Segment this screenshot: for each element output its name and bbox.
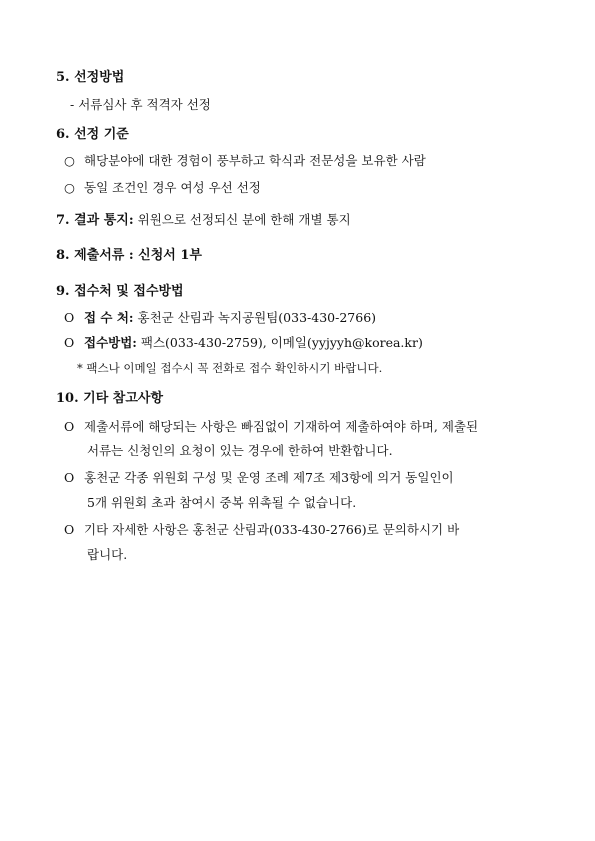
method-label: 접수방법: [84,335,137,350]
section-6-item-text: 해당분야에 대한 경험이 풍부하고 학식과 전문성을 보유한 사람 [84,153,426,168]
section-10-item-continuation: 서류는 신청인의 요청이 있는 경우에 한하여 반환합니다. [87,443,393,458]
section-5-heading: 5. 선정방법 [56,70,125,85]
section-6-item [64,180,261,196]
bullet-o-icon: O [64,419,75,434]
section-9-heading: 9. 접수처 및 접수방법 [56,284,184,299]
bullet-o-icon: O [64,470,75,485]
bullet-o-icon: O [64,522,75,537]
section-10-item [64,419,478,435]
section-9-place [64,310,376,326]
section-10-item [64,470,454,486]
section-10-item-continuation: 랍니다. [87,547,128,562]
section-10-heading: 10. 기타 참고사항 [56,391,164,406]
section-5-item: - 서류심사 후 적격자 선정 [70,97,211,112]
section-8-heading: 8. 제출서류 : 신청서 1부 [56,248,202,263]
bullet-circle-icon: ○ [64,180,75,195]
section-10-item-continuation: 5개 위원회 초과 참여시 중복 위촉될 수 없습니다. [87,495,357,510]
section-10-item [64,522,459,538]
section-10-item-text: 기타 자세한 사항은 홍천군 산림과(033-430-2766)로 문의하시기 바 [84,522,460,537]
section-6-item-text: 동일 조건인 경우 여성 우선 선정 [84,180,261,195]
section-7 [56,212,351,229]
bullet-o-icon: O [64,310,75,325]
section-10-item-text: 제출서류에 해당되는 사항은 빠짐없이 기재하여 제출하여야 하며, 제출된 [84,419,479,434]
bullet-circle-icon: ○ [64,153,75,168]
section-9-method [64,335,423,351]
section-7-text: 위원으로 선정되신 분에 한해 개별 통지 [133,212,351,227]
section-10-item-text: 홍천군 각종 위원회 구성 및 운영 조례 제7조 제3항에 의거 동일인이 [84,470,454,485]
bullet-o-icon: O [64,335,75,350]
place-label: 접 수 처: [84,310,134,325]
place-text: 홍천군 산림과 녹지공원팀(033-430-2766) [133,310,377,325]
method-text: 팩스(033-430-2759), 이메일(yyjyyh@korea.kr) [136,335,423,350]
section-7-heading: 7. 결과 통지: [56,213,134,228]
section-9-note: * 팩스나 이메일 접수시 꼭 전화로 접수 확인하시기 바랍니다. [77,361,383,375]
section-6-heading: 6. 선정 기준 [56,127,129,142]
section-6-item [64,153,426,169]
